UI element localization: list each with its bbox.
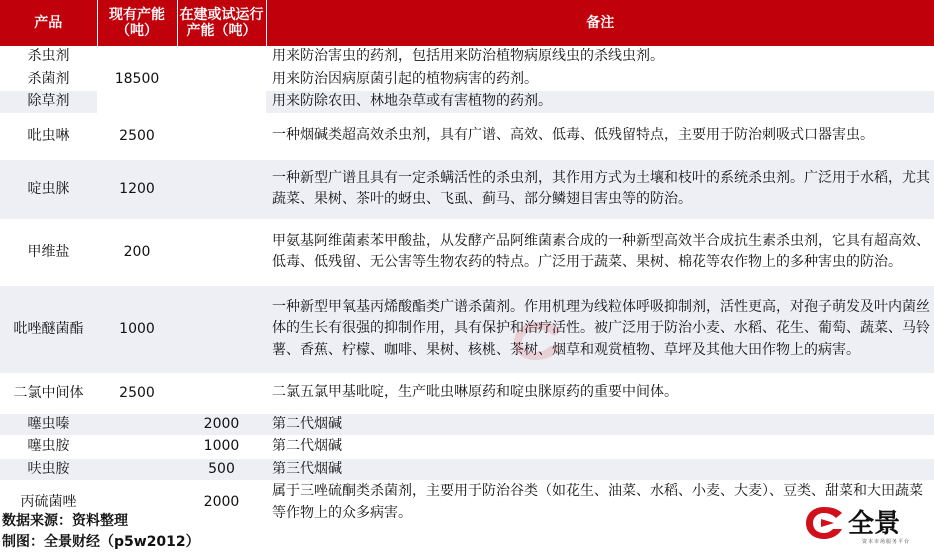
cell-product: 二氯中间体 [0, 373, 97, 413]
cell-building [177, 219, 266, 285]
brand-name: 全景 [848, 509, 901, 539]
table-header-row [0, 0, 934, 46]
cell-note: 用来防治因病原菌引起的植物病害的药剂。 [266, 68, 934, 91]
cell-note: 一种烟碱类超高效杀虫剂，具有广谱、高效、低毒、低残留特点，主要用于防治刺吸式口器害虫。 [266, 113, 934, 159]
cell-capacity [97, 436, 177, 459]
footer-source: 数据来源：资料整理 [2, 513, 128, 529]
brand-subtitle: 资本市场服务平台 [862, 539, 911, 545]
cell-capacity: 200 [97, 219, 177, 285]
cell-product: 啶虫脒 [0, 159, 97, 219]
table-row [0, 219, 934, 285]
brand-swirl-icon [804, 505, 844, 543]
cell-capacity: 1000 [97, 285, 177, 373]
cell-note: 一种新型广谱且具有一定杀螨活性的杀虫剂，其作用方式为土壤和枝叶的系统杀虫剂。广泛用于水稻，尤其蔬菜、果树、茶叶的蚜虫、飞虱、蓟马、部分鳞翅目害虫等的防治。 [266, 159, 934, 219]
cell-product: 吡虫啉 [0, 113, 97, 159]
table-row [0, 413, 934, 436]
cell-product: 呋虫胺 [0, 458, 97, 481]
cell-note: 甲氨基阿维菌素苯甲酸盐，从发酵产品阿维菌素合成的一种新型高效半合成抗生素杀虫剂，它具有超高效、低毒、低残留、无公害等生物农药的特点。广泛用于蔬菜、果树、棉花等农作物上的多种害虫的防治。 [266, 219, 934, 285]
table-row [0, 46, 934, 68]
cell-building [177, 373, 266, 413]
cell-product: 丙硫菌唑 [0, 481, 97, 525]
cell-product: 甲维盐 [0, 219, 97, 285]
cell-capacity: 1200 [97, 159, 177, 219]
footer-maker: 制图：全景财经（p5w2012） [2, 534, 200, 550]
table-row [0, 373, 934, 413]
header-capacity: 现有产能（吨） [97, 0, 177, 46]
cell-product: 杀虫剂 [0, 46, 97, 68]
cell-building: 500 [177, 458, 266, 481]
table-row [0, 285, 934, 373]
header-building: 在建或试运行产能（吨） [177, 0, 266, 46]
table-row [0, 458, 934, 481]
cell-note: 属于三唑硫酮类杀菌剂，主要用于防治谷类（如花生、油菜、水稻、小麦、大麦）、豆类、甜菜和大田蔬菜等作物上的众多病害。 [266, 481, 934, 525]
cell-capacity [97, 413, 177, 436]
cell-building [177, 285, 266, 373]
cell-note: 第三代烟碱 [266, 458, 934, 481]
cell-building: 1000 [177, 436, 266, 459]
cell-building: 2000 [177, 481, 266, 525]
cell-building [177, 113, 266, 159]
cell-capacity: 2500 [97, 113, 177, 159]
header-note: 备注 [266, 0, 934, 46]
table-row [0, 159, 934, 219]
cell-building [177, 46, 266, 113]
cell-product: 杀菌剂 [0, 68, 97, 91]
cell-building [177, 159, 266, 219]
cell-note: 第二代烟碱 [266, 436, 934, 459]
cell-product: 吡唑醚菌酯 [0, 285, 97, 373]
cell-capacity: 18500 [97, 46, 177, 113]
cell-note: 用来防除农田、林地杂草或有害植物的药剂。 [266, 91, 934, 114]
cell-product: 除草剂 [0, 91, 97, 114]
cell-note: 第二代烟碱 [266, 413, 934, 436]
cell-product: 噻虫胺 [0, 436, 97, 459]
cell-note: 二氯五氯甲基吡啶，生产吡虫啉原药和啶虫脒原药的重要中间体。 [266, 373, 934, 413]
cell-building: 2000 [177, 413, 266, 436]
table-row [0, 113, 934, 159]
cell-capacity [97, 458, 177, 481]
cell-note: 一种新型甲氧基丙烯酸酯类广谱杀菌剂。作用机理为线粒体呼吸抑制剂，活性更高，对孢子萌发及叶内菌丝体的生长有很强的抑制作用，具有保护和治疗活性。被广泛用于防治小麦、水稻、花生、葡萄、蔬菜、马铃薯、香蕉、柠檬、咖啡、果树、核桃、茶树、烟草和观赏植物、草坪及其他大田作物上的病害。 [266, 285, 934, 373]
footer-notes [2, 511, 200, 553]
cell-product: 噻虫嗪 [0, 413, 97, 436]
cell-capacity: 2500 [97, 373, 177, 413]
header-product: 产品 [0, 0, 97, 46]
cell-note: 用来防治害虫的药剂，包括用来防治植物病原线虫的杀线虫剂。 [266, 46, 934, 68]
table-row [0, 436, 934, 459]
